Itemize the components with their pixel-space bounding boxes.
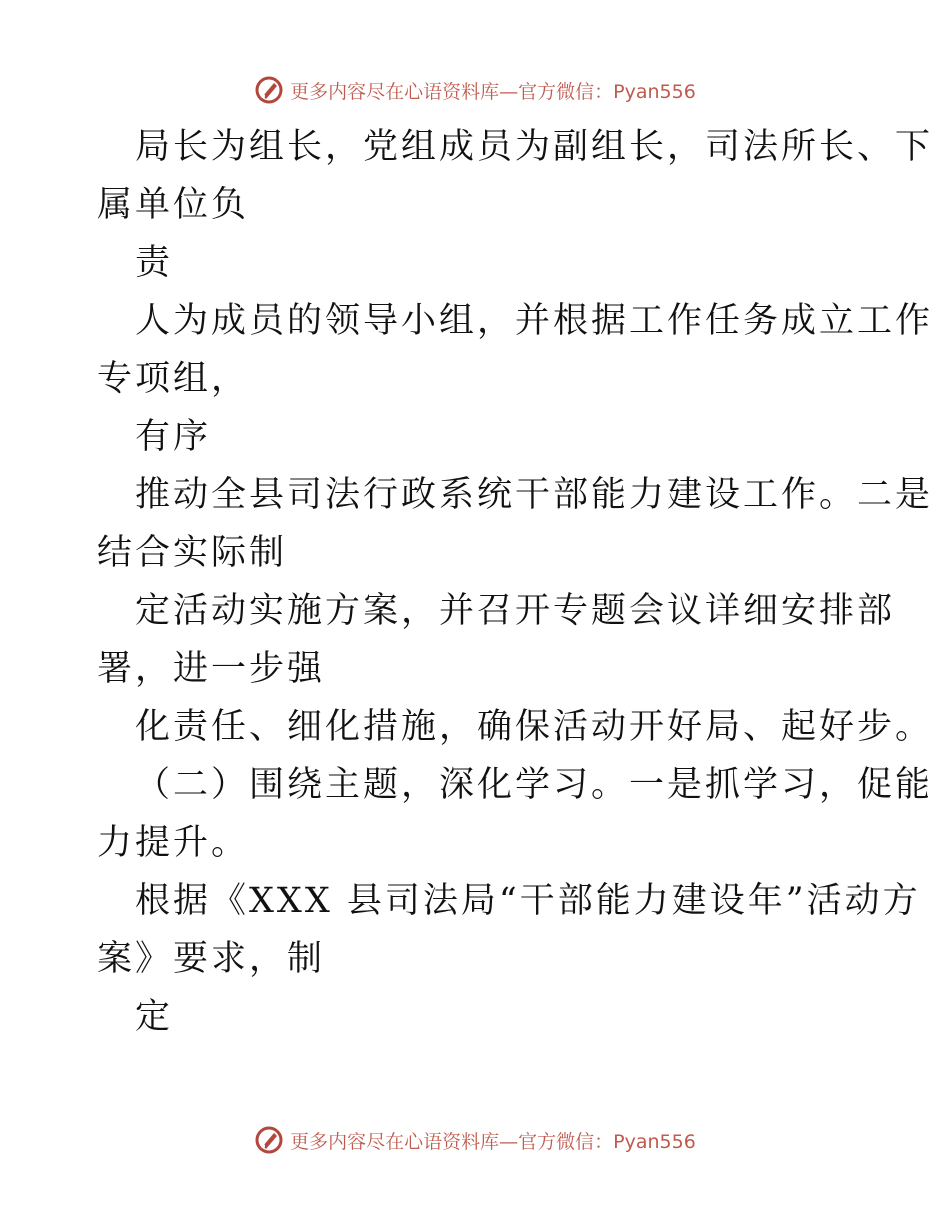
text-line: 专项组， [97, 359, 250, 399]
text-line: 有序 [135, 417, 212, 457]
text-line: 属单位负 [97, 185, 250, 225]
text-line: 局长为组长，党组成员为副组长，司法所长、下 [135, 127, 934, 167]
text-line: 署，进一步强 [97, 649, 326, 689]
text-line: 推动全县司法行政系统干部能力建设工作。二是 [135, 475, 934, 515]
footer-watermark [0, 1120, 950, 1160]
text-line: 化责任、细化措施，确保活动开好局、起好步。 [135, 707, 934, 747]
text-line: （二）围绕主题，深化学习。一是抓学习，促能 [135, 765, 934, 805]
text-line: 结合实际制 [97, 533, 288, 573]
text-line: 定 [135, 997, 174, 1037]
text-line: 案》要求，制 [97, 939, 326, 979]
pen-logo-icon [254, 1125, 284, 1155]
document-body [97, 118, 934, 1046]
watermark-text: 更多内容尽在心语资料库—官方微信：Pyan556 [290, 80, 696, 103]
text-line: 根据《XXX 县司法局“干部能力建设年”活动方 [135, 881, 921, 921]
watermark-text: 更多内容尽在心语资料库—官方微信：Pyan556 [290, 1130, 696, 1153]
pen-logo-icon [254, 75, 284, 105]
text-line: 责 [135, 243, 174, 283]
text-line: 力提升。 [97, 823, 250, 863]
text-line: 人为成员的领导小组，并根据工作任务成立工作 [135, 301, 934, 341]
header-watermark [0, 70, 950, 110]
text-line: 定活动实施方案，并召开专题会议详细安排部 [135, 591, 896, 631]
